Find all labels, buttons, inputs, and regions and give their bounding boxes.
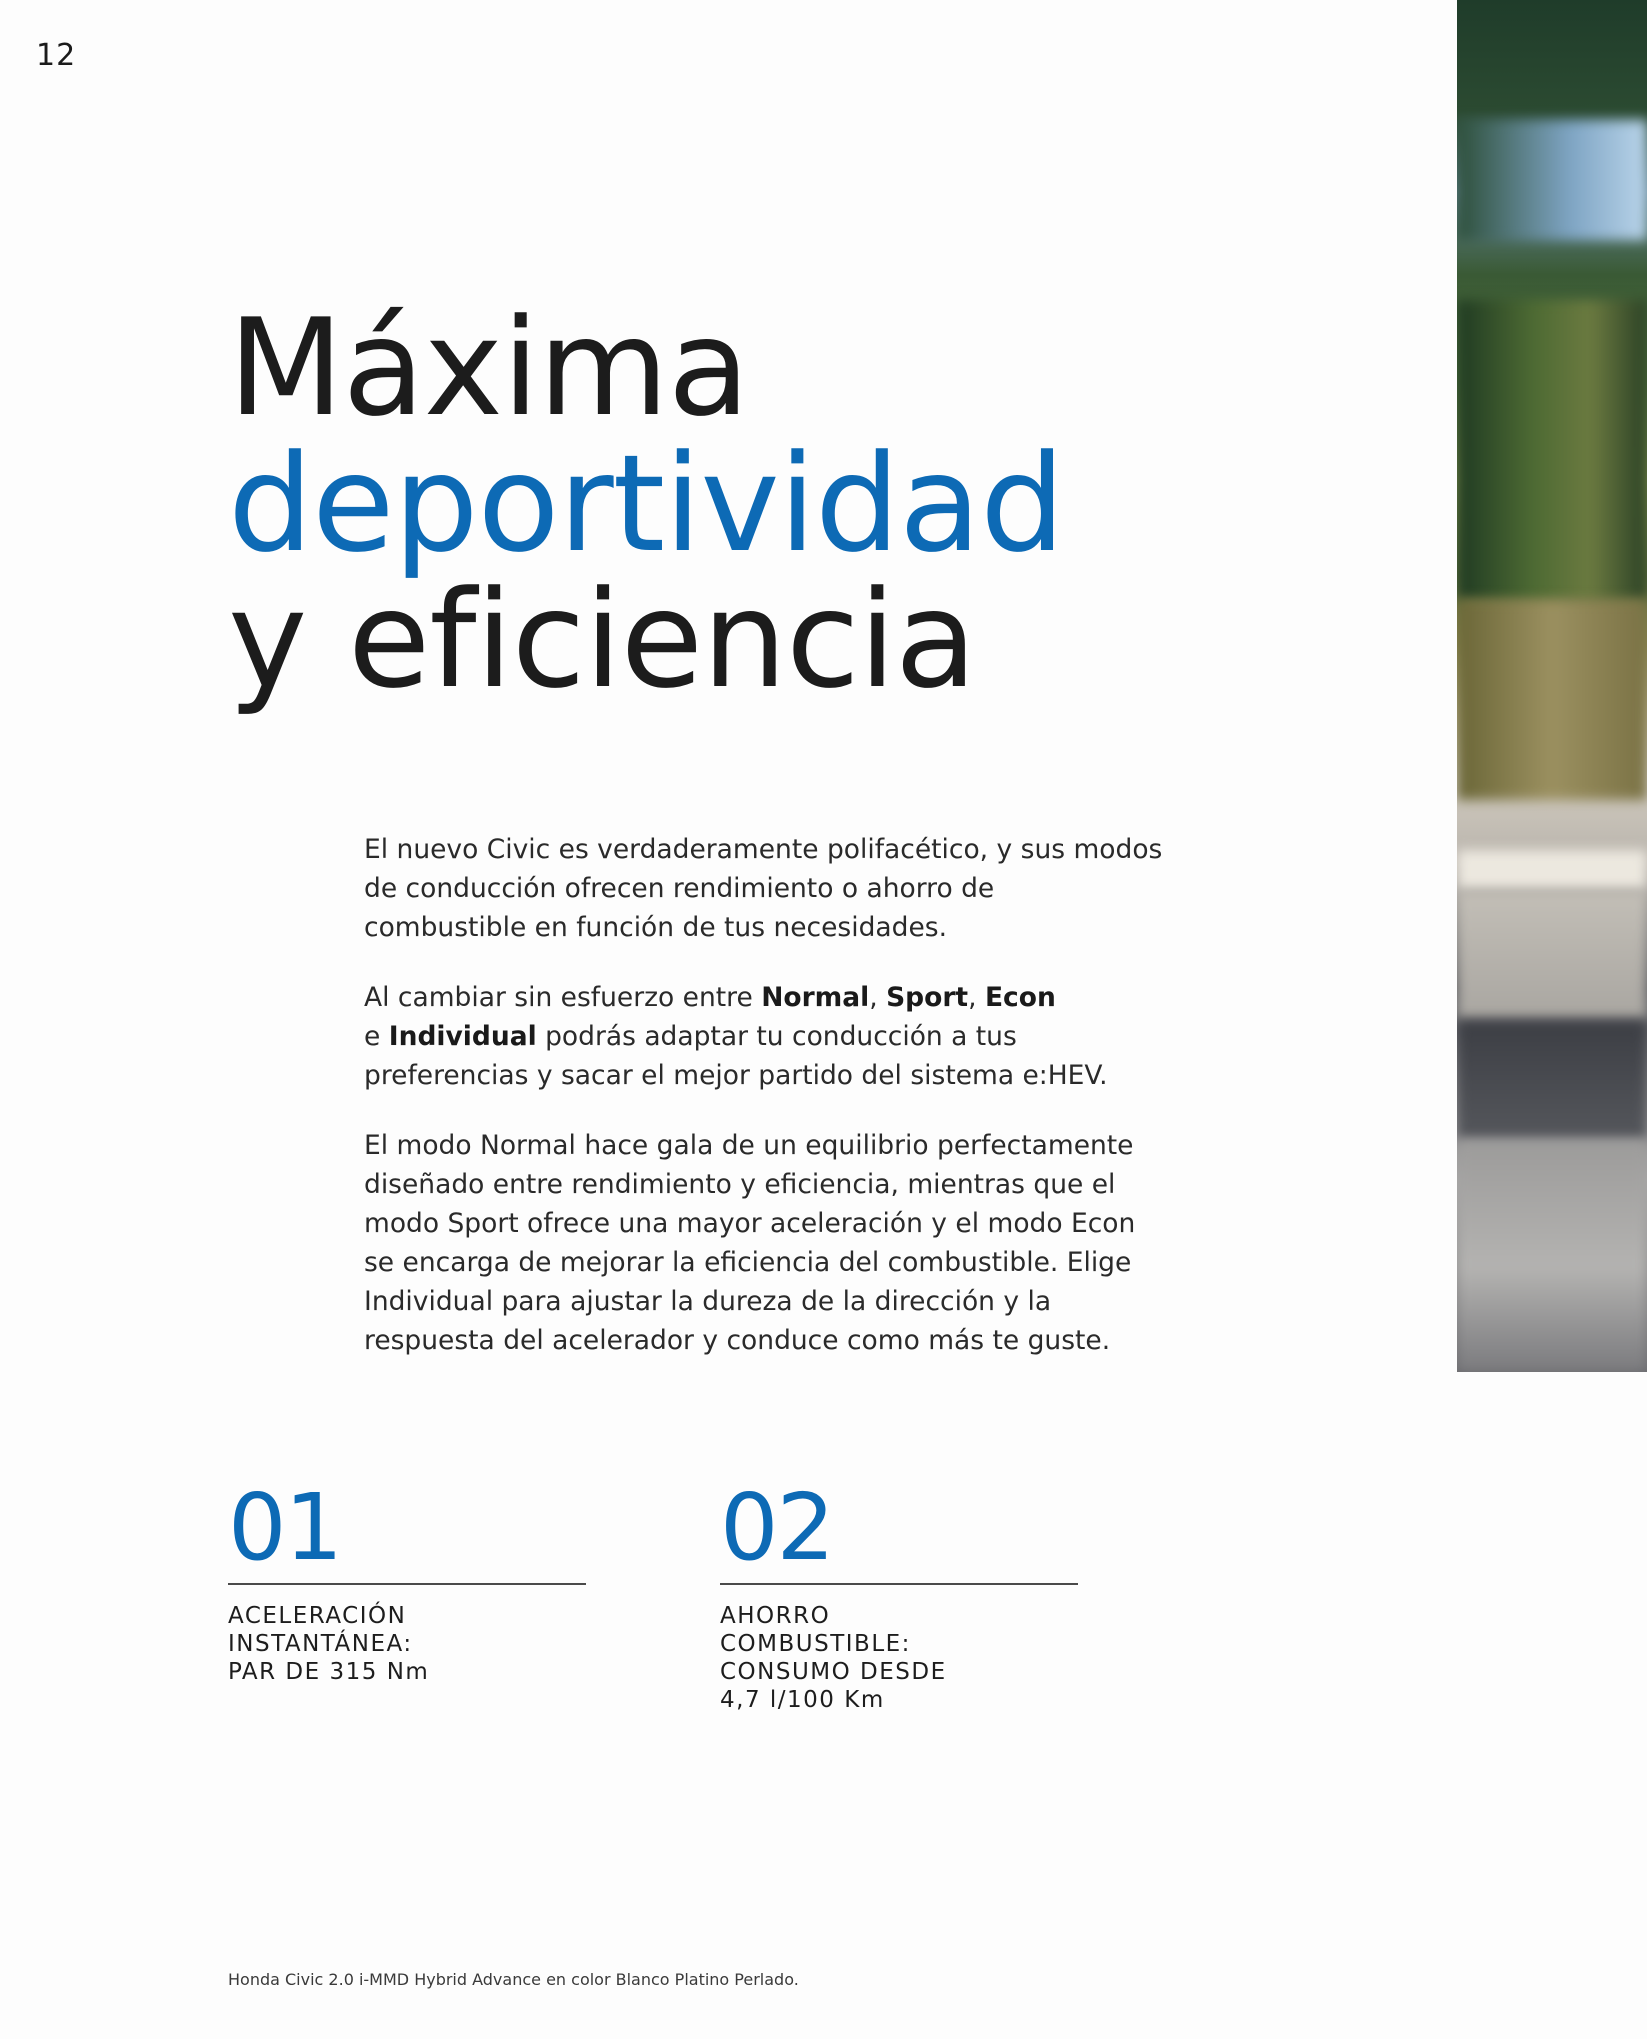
p2-text-1: Al cambiar sin esfuerzo entre <box>364 982 762 1013</box>
p2-text-3: , <box>968 982 985 1013</box>
page-number: 12 <box>36 38 77 73</box>
photo-sky-band <box>1457 120 1647 240</box>
stat-label-line: ACELERACIÓN <box>228 1603 407 1629</box>
photo-road-edge <box>1457 850 1647 890</box>
p2-text-4: e <box>364 1021 389 1052</box>
photo-car-shadow <box>1457 1020 1647 1140</box>
stat-label-line: COMBUSTIBLE: <box>720 1631 911 1657</box>
photo-caption: Honda Civic 2.0 i-MMD Hybrid Advance en color Blanco Platino Perlado. <box>228 1970 799 1989</box>
photo-brush-band <box>1457 600 1647 800</box>
stat-label-line: INSTANTÁNEA: <box>228 1631 413 1657</box>
stat-number: 02 <box>720 1474 834 1581</box>
photo-asphalt <box>1457 1140 1647 1372</box>
stat-label <box>720 1602 1078 1714</box>
photo-trees-band <box>1457 300 1647 600</box>
mode-sport: Sport <box>886 982 969 1013</box>
stat-block-2 <box>720 1474 1078 1714</box>
p2-text-2: , <box>869 982 887 1013</box>
page-title <box>228 290 1065 718</box>
stat-label-line: AHORRO <box>720 1603 831 1629</box>
stat-divider <box>228 1583 586 1585</box>
title-line-3: y eficiencia <box>228 562 977 718</box>
mode-econ: Econ <box>984 982 1056 1013</box>
title-line-2: deportividad <box>228 426 1065 582</box>
mode-normal: Normal <box>761 982 870 1013</box>
stat-label-line: 4,7 l/100 Km <box>720 1687 885 1713</box>
paragraph-2 <box>364 978 1164 1095</box>
photo-road <box>1457 890 1647 1020</box>
title-line-1: Máxima <box>228 290 749 446</box>
stat-label-line: CONSUMO DESDE <box>720 1659 947 1685</box>
paragraph-3: El modo Normal hace gala de un equilibrio perfectamente diseñado entre rendimiento y eficiencia, mientras que el modo Sport ofrece una mayor aceleración y el modo Econ se encarga de mejorar la eficiencia del combustible. Elige Individual para ajustar la dureza de la dirección y la respuesta del acelerador y conduce como más te guste. <box>364 1130 1136 1356</box>
stat-divider <box>720 1583 1078 1585</box>
stat-label <box>228 1602 586 1686</box>
stat-number: 01 <box>228 1474 342 1581</box>
stat-block-1 <box>228 1474 586 1686</box>
car-road-photo <box>1457 0 1647 1372</box>
body-text <box>364 830 1164 1391</box>
p2-text-5: podrás adaptar tu conducción a tus preferencias y sacar el mejor partido del sistema e:HEV. <box>364 1021 1108 1091</box>
paragraph-1: El nuevo Civic es verdaderamente polifacético, y sus modos de conducción ofrecen rendimiento o ahorro de combustible en función de tus necesidades. <box>364 834 1163 943</box>
mode-individual: Individual <box>388 1021 537 1052</box>
stat-label-line: PAR DE 315 Nm <box>228 1659 430 1685</box>
